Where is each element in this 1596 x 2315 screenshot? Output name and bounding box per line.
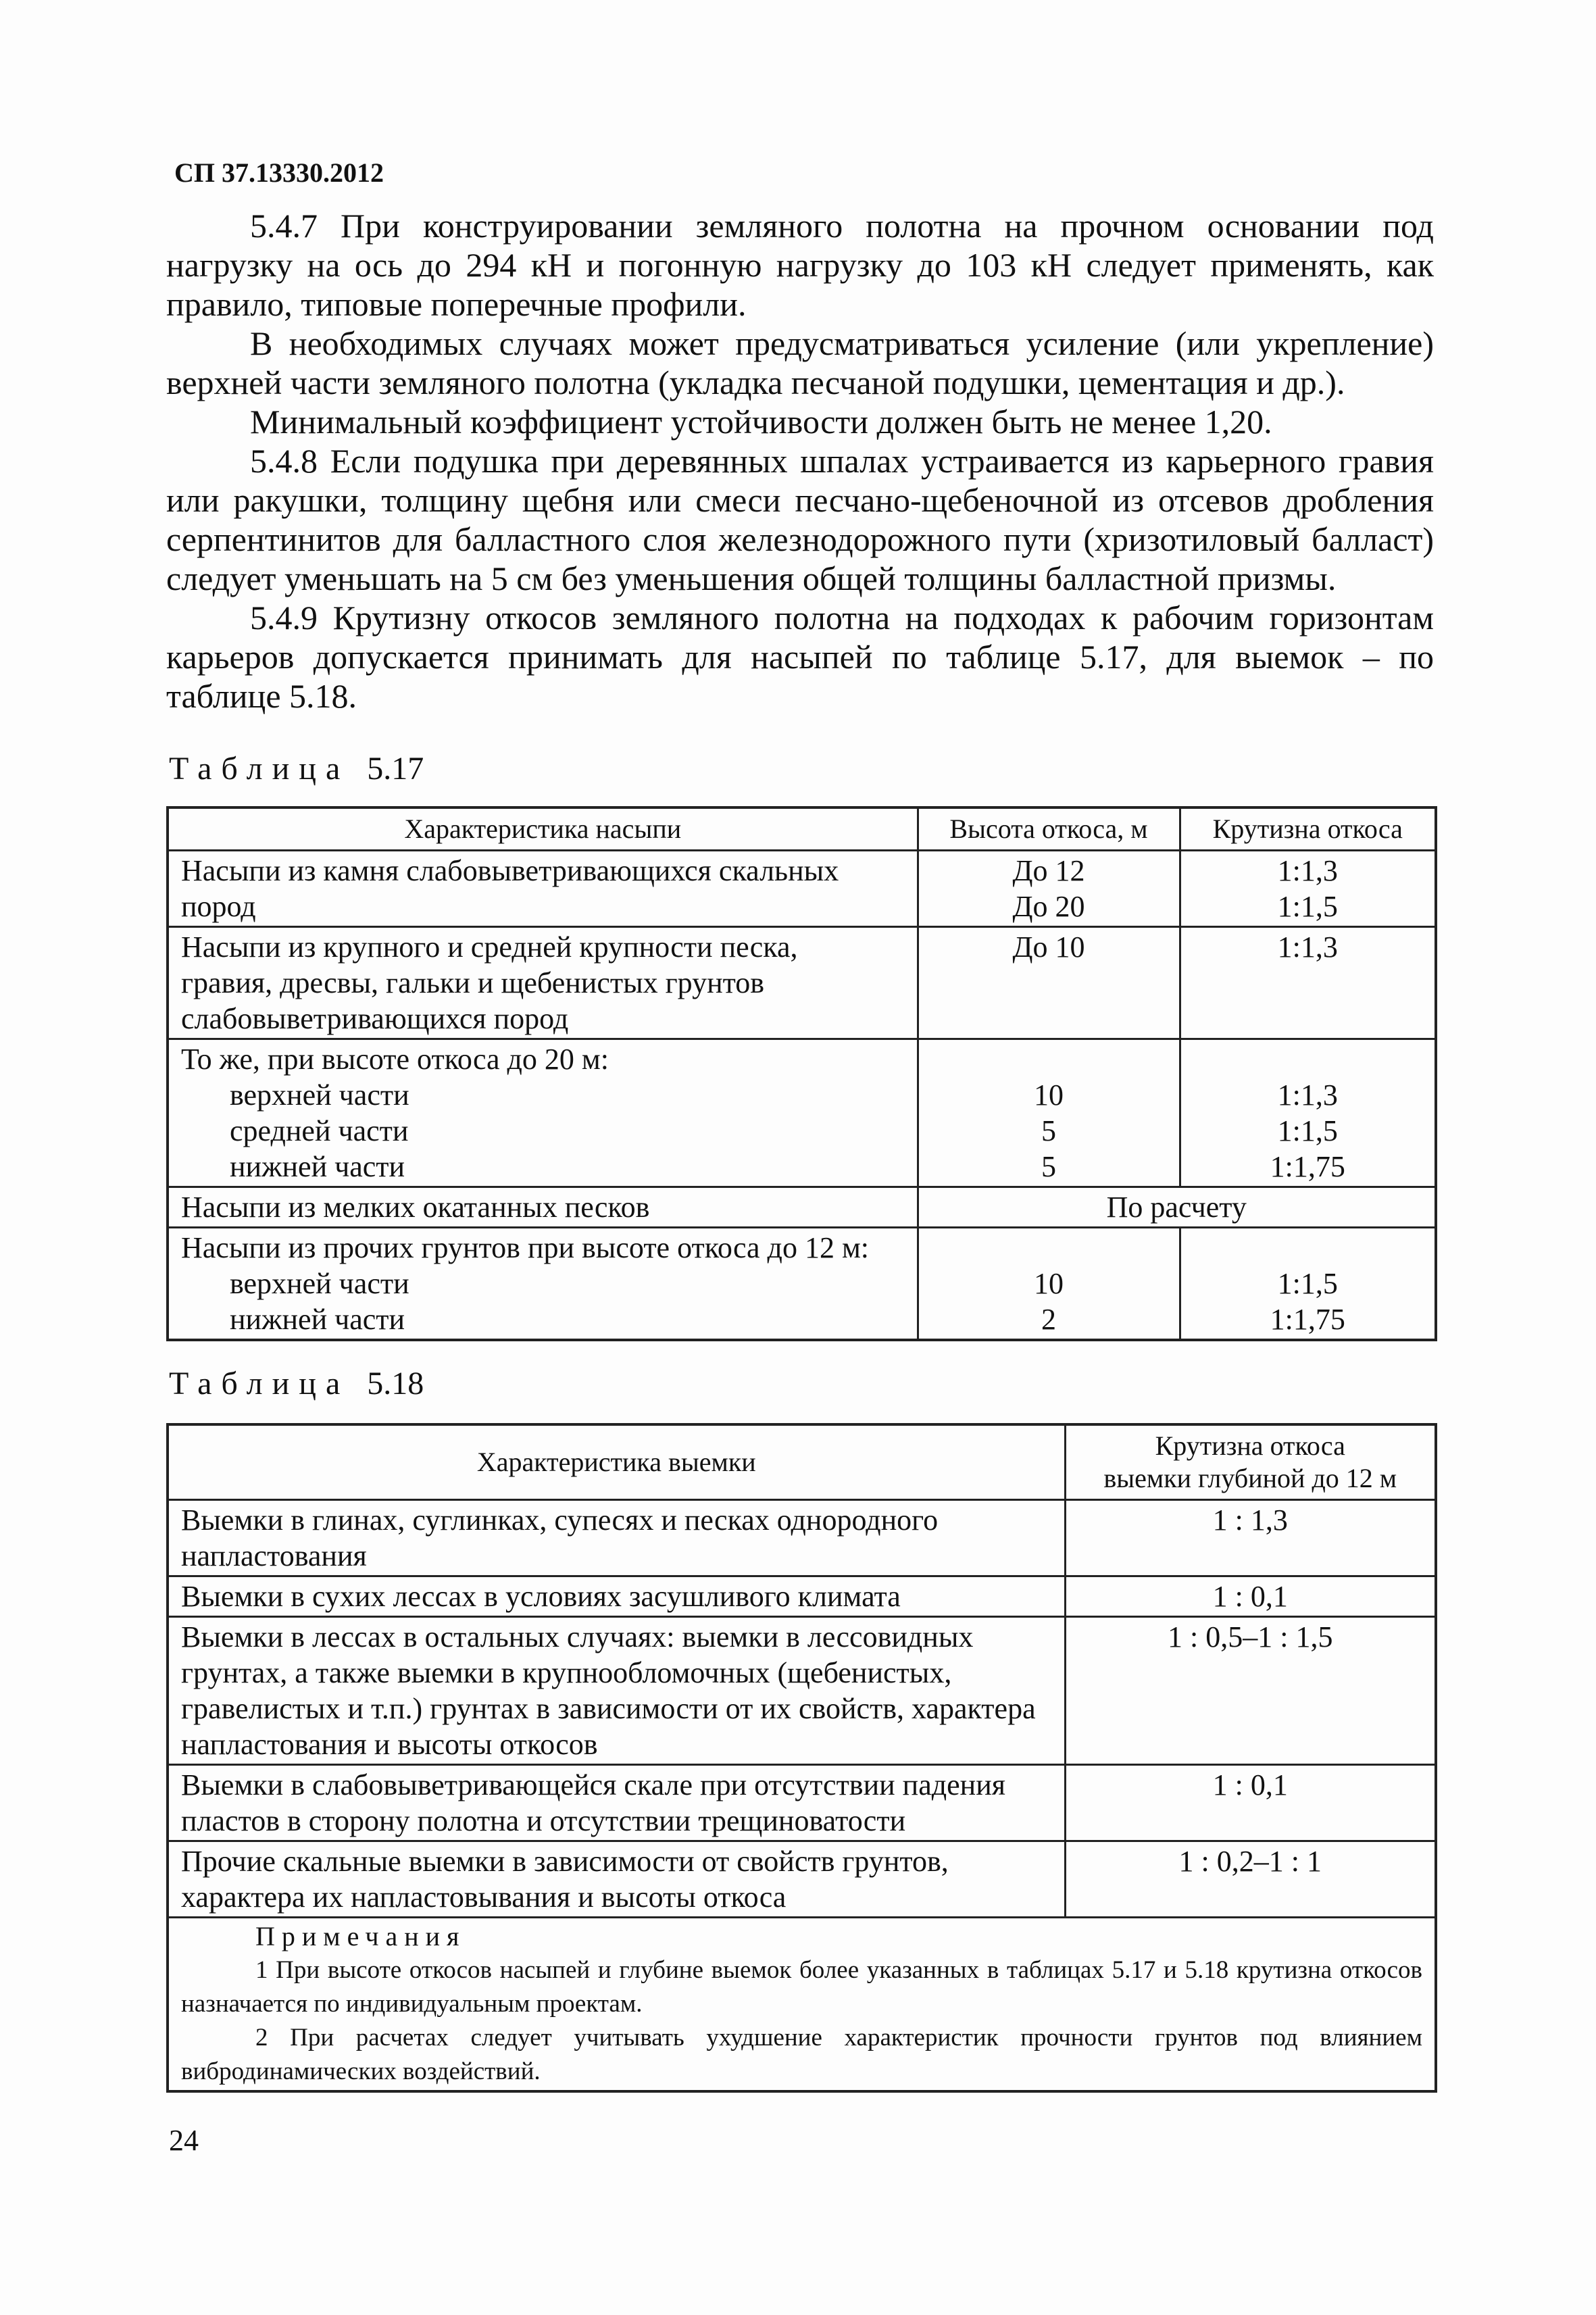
slope-steepness: 1:1,5 1:1,75 <box>1180 1228 1436 1341</box>
table-header-row <box>168 1424 1436 1500</box>
row-description: Выемки в лессах в остальных случаях: выемки в лессовидных грунтах, а также выемки в крупнообломочных (щебенистых, гравелистых и т.п.) грунтах в зависимости от их свойств, характера напластования и высоты откосов <box>168 1617 1065 1765</box>
table-row <box>168 1039 1436 1187</box>
table-5-17-caption <box>169 750 424 787</box>
page-number: 24 <box>169 2124 199 2157</box>
table-header-row <box>168 807 1436 851</box>
slope-steepness: 1 : 0,2–1 : 1 <box>1065 1841 1436 1918</box>
table-caption-number: 5.18 <box>367 1366 424 1401</box>
note-2: 2 При расчетах следует учитывать ухудшение характеристик прочности грунтов под влиянием вибродинамических воздействий. <box>181 2024 1422 2085</box>
note-1: 1 При высоте откосов насыпей и глубине выемок более указанных в таблицах 5.17 и 5.18 крутизна откосов назначается по индивидуальным проектам. <box>181 1956 1422 2018</box>
slope-steepness: 1:1,3 1:1,5 <box>1180 851 1436 927</box>
row-description: Прочие скальные выемки в зависимости от свойств грунтов, характера их напластовывания и высоты откоса <box>168 1841 1065 1918</box>
column-header: Крутизна откоса <box>1180 807 1436 851</box>
slope-steepness: 1 : 1,3 <box>1065 1500 1436 1576</box>
slope-height: До 12 До 20 <box>918 851 1180 927</box>
paragraph-stability: Минимальный коэффициент устойчивости должен быть не менее 1,20. <box>250 403 1272 441</box>
table-5-17 <box>166 806 1437 1341</box>
slope-steepness: 1 : 0,1 <box>1065 1576 1436 1617</box>
table-row <box>168 851 1436 927</box>
paragraph-5-4-7: 5.4.7 При конструировании земляного полотна на прочном основании под нагрузку на ось до 294 кН и погонную нагрузку до 103 кН следует применять, как правило, типовые поперечные профили. <box>166 207 1434 323</box>
table-row <box>168 927 1436 1039</box>
table-5-18-caption <box>169 1365 424 1402</box>
merged-value: По расчету <box>918 1187 1436 1228</box>
table-caption-word: Таблица <box>169 1366 350 1401</box>
body-text <box>166 206 1434 716</box>
column-header: Высота откоса, м <box>918 807 1180 851</box>
row-description: Насыпи из мелких окатанных песков <box>168 1187 918 1228</box>
row-description: Выемки в слабовыветривающейся скале при отсутствии падения пластов в сторону полотна и отсутствии трещиноватости <box>168 1765 1065 1841</box>
paragraph-reinforcement: В необходимых случаях может предусматриваться усиление (или укрепление) верхней части земляного полотна (укладка песчаной подушки, цементация и др.). <box>166 324 1434 401</box>
slope-steepness: 1:1,3 1:1,5 1:1,75 <box>1180 1039 1436 1187</box>
row-description: Насыпи из крупного и средней крупности песка, гравия, дресвы, гальки и щебенистых грунтов слабовыветривающихся пород <box>168 927 918 1039</box>
notes-title: Примечания <box>255 1921 466 1951</box>
table-5-18 <box>166 1423 1437 2093</box>
table-row <box>168 1765 1436 1841</box>
row-description: То же, при высоте откоса до 20 м: верхней части средней части нижней части <box>168 1039 918 1187</box>
paragraph-5-4-8: 5.4.8 Если подушка при деревянных шпалах устраивается из карьерного гравия или ракушки, толщину щебня или смеси песчано-щебеночной из отсевов дробления серпентинитов для балластного слоя железнодорожного пути (хризотиловый балласт) следует уменьшать на 5 см без уменьшения общей толщины балластной призмы. <box>166 442 1434 597</box>
table-row <box>168 1576 1436 1617</box>
row-description: Выемки в глинах, суглинках, супесях и песках однородного напластования <box>168 1500 1065 1576</box>
slope-height: 10 5 5 <box>918 1039 1180 1187</box>
row-description: Выемки в сухих лессах в условиях засушливого климата <box>168 1576 1065 1617</box>
table-caption-word: Таблица <box>169 751 350 787</box>
slope-height: 10 2 <box>918 1228 1180 1341</box>
row-description: Насыпи из прочих грунтов при высоте откоса до 12 м: верхней части нижней части <box>168 1228 918 1341</box>
column-header: Характеристика выемки <box>168 1424 1065 1500</box>
slope-height: До 10 <box>918 927 1180 1039</box>
table-row <box>168 1841 1436 1918</box>
slope-steepness: 1 : 0,1 <box>1065 1765 1436 1841</box>
slope-steepness: 1 : 0,5–1 : 1,5 <box>1065 1617 1436 1765</box>
table-row <box>168 1617 1436 1765</box>
table-row <box>168 1187 1436 1228</box>
document-code-header: СП 37.13330.2012 <box>174 157 384 188</box>
column-header: Характеристика насыпи <box>168 807 918 851</box>
row-description: Насыпи из камня слабовыветривающихся скальных пород <box>168 851 918 927</box>
column-header: Крутизна откоса выемки глубиной до 12 м <box>1065 1424 1436 1500</box>
notes-row <box>168 1918 1436 2092</box>
table-caption-number: 5.17 <box>367 751 424 787</box>
paragraph-5-4-9: 5.4.9 Крутизну откосов земляного полотна на подходах к рабочим горизонтам карьеров допускается принимать для насыпей по таблице 5.17, для выемок – по таблице 5.18. <box>166 599 1434 715</box>
slope-steepness: 1:1,3 <box>1180 927 1436 1039</box>
table-row <box>168 1228 1436 1341</box>
table-row <box>168 1500 1436 1576</box>
notes-cell <box>168 1918 1436 2092</box>
